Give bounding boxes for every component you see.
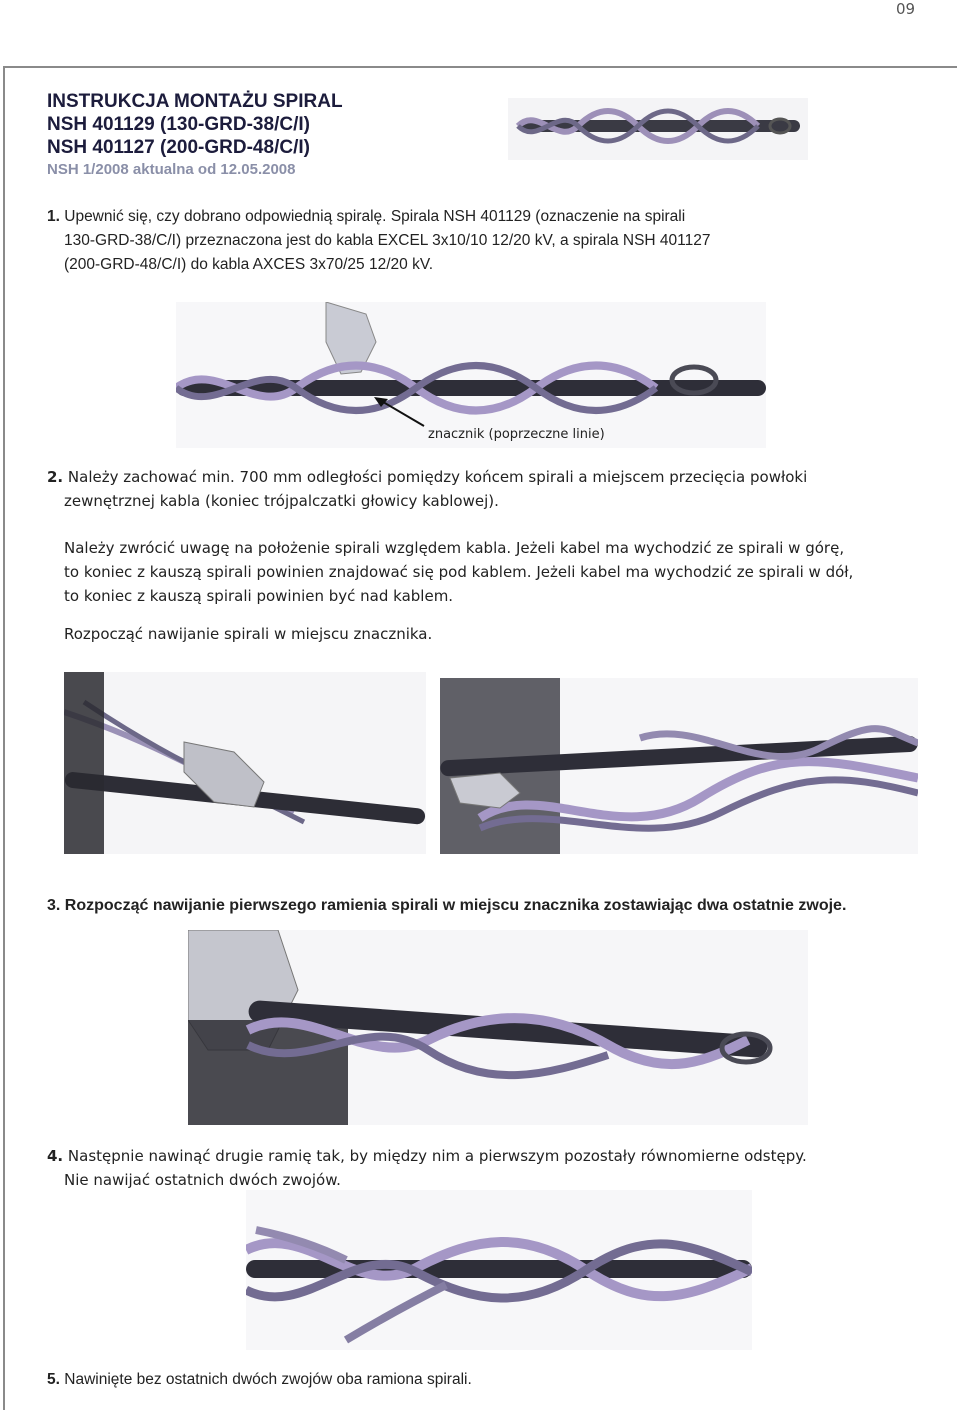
step-2-paragraph-3 — [47, 622, 432, 646]
step-5-text: Nawinięte bez ostatnich dwóch zwojów oba ramiona spirali. — [64, 1371, 472, 1388]
step-2-p2-line-3: to koniec z kauszą spirali powinien być nad kablem. — [64, 587, 454, 605]
second-arm-photo — [246, 1190, 752, 1350]
title-line-1: INSTRUKCJA MONTAŻU SPIRAL — [47, 91, 343, 112]
page-number: 09 — [896, 0, 916, 18]
step-5-paragraph — [47, 1368, 472, 1392]
step-2-paragraph — [47, 465, 807, 513]
step-1-line-1: Spirala NSH 401129 (oznaczenie na spirali — [390, 208, 686, 225]
winding-start-photo-left — [64, 672, 426, 854]
document-header — [47, 90, 343, 181]
step-4-line-1: Następnie nawinąć drugie ramię tak, by między nim a pierwszym pozostały równomierne odstępy. — [67, 1147, 807, 1165]
step-2-number: 2. — [47, 468, 64, 486]
title-line-3: NSH 401127 (200-GRD-48/C/I) — [47, 137, 310, 158]
step-2-paragraph-2 — [47, 536, 853, 608]
step-2-p2-line-1: Należy zwrócić uwagę na położenie spirali względem kabla. Jeżeli kabel ma wychodzić ze spirali w górę, — [64, 539, 845, 557]
step-4-paragraph — [47, 1144, 807, 1192]
document-subtitle: NSH 1/2008 aktualna od 12.05.2008 — [47, 161, 296, 178]
step-1-paragraph — [47, 205, 711, 277]
marker-photo — [176, 302, 766, 448]
step-4-number: 4. — [47, 1147, 64, 1165]
first-arm-photo — [188, 930, 808, 1125]
step-2-p3: Rozpocząć nawijanie spirali w miejscu znacznika. — [64, 625, 433, 643]
step-2-p2-line-2: to koniec z kauszą spirali powinien znajdować się pod kablem. Jeżeli kabel ma wychodzić ze spirali w dół, — [64, 563, 854, 581]
winding-start-photo-right — [440, 678, 918, 854]
marker-label: znacznik (poprzeczne linie) — [428, 427, 605, 442]
step-3-text: Rozpocząć nawijanie pierwszego ramienia spirali w miejscu znacznika zostawiając dwa ostatnie zwoje. — [64, 897, 847, 914]
title-line-2: NSH 401129 (130-GRD-38/C/I) — [47, 114, 310, 135]
header-spiral-photo — [508, 98, 808, 160]
step-3-paragraph — [47, 894, 846, 918]
step-2-line-2: zewnętrznej kabla (koniec trójpalczatki głowicy kablowej). — [64, 492, 499, 510]
step-2-line-1: Należy zachować min. 700 mm odległości pomiędzy końcem spirali a miejscem przecięcia powłoki — [67, 468, 808, 486]
step-1-line-2: 130-GRD-38/C/I) przeznaczona jest do kabla EXCEL 3x10/10 12/20 kV, a spirala NSH 401127 — [64, 232, 711, 249]
step-1-number: 1. — [47, 208, 60, 225]
step-1-lead: Upewnić się, czy dobrano odpowiednią spiralę. — [64, 208, 387, 225]
step-5-number: 5. — [47, 1371, 60, 1388]
step-1-line-3: (200-GRD-48/C/I) do kabla AXCES 3x70/25 12/20 kV. — [64, 256, 434, 273]
step-3-number: 3. — [47, 897, 61, 914]
step-4-line-2: Nie nawijać ostatnich dwóch zwojów. — [64, 1171, 341, 1189]
